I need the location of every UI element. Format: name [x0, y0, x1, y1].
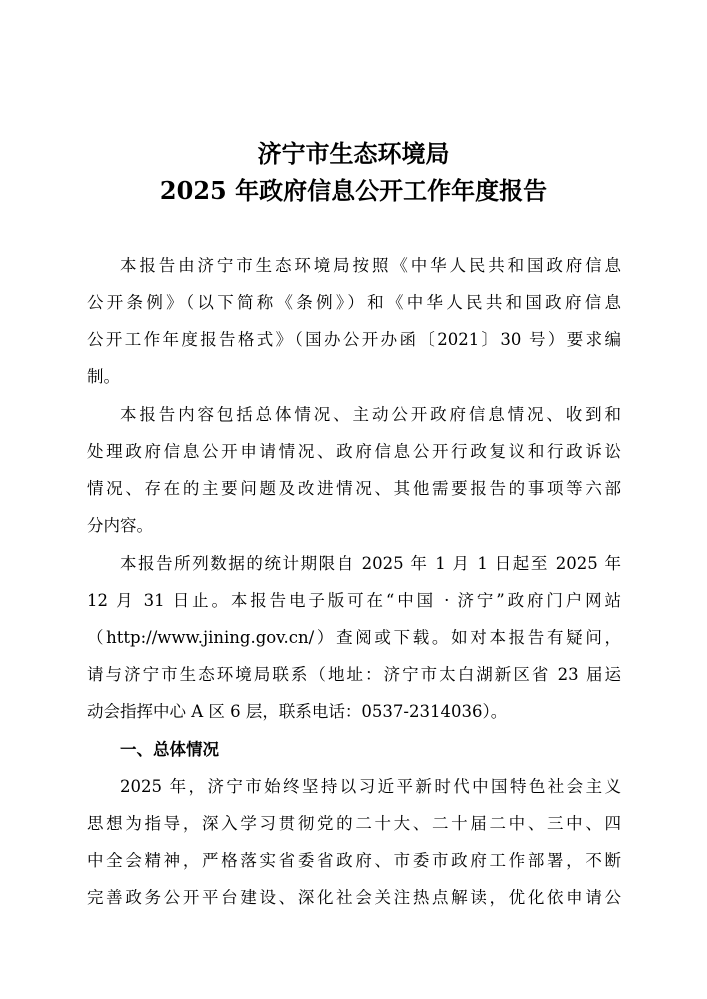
section-1-paragraph-line-1: 2025 年，济宁市始终坚持以习近平新时代中国特色社会主义 — [120, 777, 621, 796]
document-title-line-2: 2025 年政府信息公开工作年度报告 — [159, 176, 548, 205]
paragraph-2-line-2: 处理政府信息公开申请情况、政府信息公开行政复议和行政诉讼 — [87, 442, 621, 461]
paragraph-3-line-1: 本报告所列数据的统计期限自 2025 年 1 月 1 日起至 2025 年 — [120, 554, 621, 573]
paragraph-3-line-3: （http://www.jining.gov.cn/）查阅或下载。如对本报告有疑问， — [87, 628, 621, 647]
paragraph-1-line-2: 公开条例》（以下简称《条例》）和《中华人民共和国政府信息 — [87, 293, 621, 312]
paragraph-3-line-4: 请与济宁市生态环境局联系（地址：济宁市太白湖新区省 23 届运 — [87, 665, 621, 684]
paragraph-1-line-4: 制。 — [87, 367, 120, 386]
paragraph-1-line-1: 本报告由济宁市生态环境局按照《中华人民共和国政府信息 — [120, 256, 621, 275]
paragraph-2-line-4: 分内容。 — [87, 516, 153, 535]
section-1-paragraph-line-4: 完善政务公开平台建设、深化社会关注热点解读，优化依申请公 — [87, 888, 621, 907]
document-title-line-1: 济宁市生态环境局 — [257, 139, 450, 168]
paragraph-2-line-1: 本报告内容包括总体情况、主动公开政府信息情况、收到和 — [120, 405, 621, 424]
paragraph-1-line-3: 公开工作年度报告格式》（国办公开办函〔2021〕30 号）要求编 — [87, 330, 621, 349]
section-1-paragraph-line-3: 中全会精神，严格落实省委省政府、市委市政府工作部署，不断 — [87, 851, 621, 870]
paragraph-2-line-3: 情况、存在的主要问题及改进情况、其他需要报告的事项等六部 — [87, 479, 621, 498]
section-1-paragraph-line-2: 思想为指导，深入学习贯彻党的二十大、二十届二中、三中、四 — [87, 814, 621, 833]
paragraph-3-line-2: 12 月 31 日止。本报告电子版可在“中国 · 济宁”政府门户网站 — [87, 591, 621, 610]
section-1-heading: 一、总体情况 — [120, 740, 219, 759]
paragraph-3-line-5: 动会指挥中心 A 区 6 层，联系电话：0537-2314036）。 — [87, 702, 508, 721]
